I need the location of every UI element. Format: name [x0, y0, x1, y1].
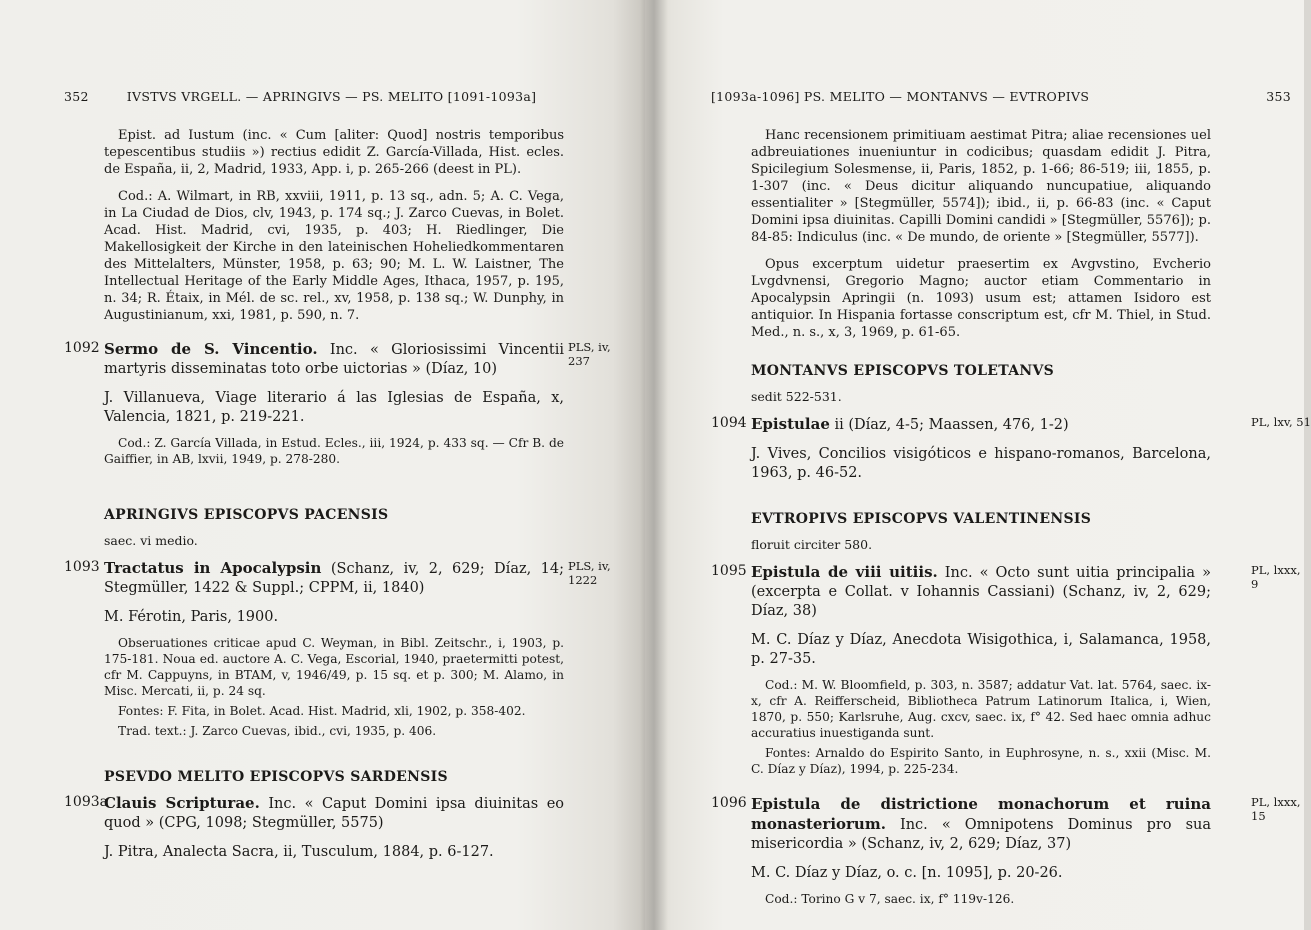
entry-title: Epistulae [751, 415, 830, 433]
section-heading-eutropius: EVTROPIVS EPISCOPVS VALENTINENSIS [751, 511, 1092, 527]
entry-1092 [64, 340, 624, 467]
excerpt-note: Opus excerptum uidetur praesertim ex Avgvstino, Evcherio Lvgdvnensi, Gregorio Magno; auctor etiam Commentario in Apocalypsin Apringii (n. 1093) usum est; attamen Isidoro est antiquior. In Hispania fortasse conscriptum est, cfr M. Thiel, in Stud. Med., n. s., x, 3, 1969, p. 61-65. [751, 257, 1211, 340]
left-top-block [64, 127, 624, 324]
section-heading-montanus: MONTANVS EPISCOPVS TOLETANVS [751, 363, 1055, 379]
left-running-head [64, 88, 624, 105]
edition-line: J. Villanueva, Viage literario á las Iglesias de España, x, Valencia, 1821, p. 219-221. [104, 390, 564, 425]
edition-line: M. Férotin, Paris, 1900. [104, 609, 279, 625]
entry-1096 [711, 795, 1301, 907]
entry-1094 [711, 415, 1311, 483]
epist-ad-iustum-note: Epist. ad Iustum (inc. « Cum [aliter: Quod] nostris temporibus tepescentibus studiis ») rectius edidit Z. García-Villada, Hist. ecles. de España, ii, 2, Madrid, 1933, App. i, p. 265-266 (deest in PL). [104, 128, 564, 177]
entry-title: Epistula de viii uitiis. [751, 563, 938, 581]
left-page-content [64, 88, 624, 874]
entry-heading [711, 415, 1211, 435]
entry-number: 1092 [64, 340, 100, 356]
edition-line: M. C. Díaz y Díaz, Anecdota Wisigothica, i, Salamanca, 1958, p. 27-35. [751, 632, 1211, 667]
section-date-montanus: sedit 522-531. [751, 389, 842, 404]
edition-line: J. Vives, Concilios visigóticos e hispano-romanos, Barcelona, 1963, p. 46-52. [751, 446, 1211, 481]
right-top-block [711, 127, 1291, 341]
cod-line: Cod.: Z. García Villada, in Estud. Ecles., iii, 1924, p. 433 sq. — Cfr B. de Gaiffier, in AB, lxvii, 1949, p. 278-280. [104, 436, 564, 466]
right-page-content [711, 88, 1311, 919]
right-page [645, 0, 1311, 930]
entry-heading [711, 795, 1211, 854]
entry-incipit: Inc. « Octo sunt uitia principalia » (excerpta e Collat. v Iohannis Cassiani) (Schanz, iv, 2, 629; Díaz, 38) [751, 565, 1211, 619]
section-heading-melito: PSEVDO MELITO EPISCOPVS SARDENSIS [104, 769, 448, 785]
right-running-title: [1093a-1096] PS. MELITO — MONTANVS — EVTROPIVS [711, 89, 1090, 104]
fontes-note: Fontes: F. Fita, in Bolet. Acad. Hist. Madrid, xli, 1902, p. 358-402. [118, 704, 526, 718]
side-reference: PLS, iv, 237 [568, 340, 611, 368]
entry-1093 [64, 559, 624, 739]
entry-number: 1094 [711, 415, 747, 431]
entry-incipit: (Schanz, iv, 2, 629; Díaz, 14; Stegmüller, 1422 & Suppl.; CPPM, ii, 1840) [104, 561, 564, 596]
left-running-title: IVSTVS VRGELL. — APRINGIVS — PS. MELITO [1091-1093a] [126, 89, 537, 104]
cod-line: Cod.: Torino G v 7, saec. ix, f° 119v-126. [765, 892, 1015, 906]
section-heading-apringius: APRINGIVS EPISCOPVS PACENSIS [104, 507, 389, 523]
entry-title: Tractatus in Apocalypsin [104, 559, 322, 577]
right-page-number: 353 [1266, 89, 1291, 104]
side-reference: PL, lxxx, 15 [1251, 795, 1301, 823]
fontes-note: Fontes: Arnaldo do Espirito Santo, in Euphrosyne, n. s., xxii (Misc. M. C. Díaz y Díaz), 1994, p. 225-234. [751, 746, 1211, 776]
left-page-number: 352 [64, 89, 89, 104]
trad-text-note: Trad. text.: J. Zarco Cuevas, ibid., cvi, 1935, p. 406. [118, 724, 437, 738]
left-page [0, 0, 645, 930]
entry-heading [64, 794, 564, 833]
entry-number: 1093a [64, 794, 108, 810]
entry-heading [711, 563, 1211, 621]
entry-title: Clauis Scripturae. [104, 794, 260, 812]
edition-line: M. C. Díaz y Díaz, o. c. [n. 1095], p. 20-26. [751, 865, 1063, 881]
section-date-apringius: saec. vi medio. [104, 533, 198, 548]
left-cod-note: Cod.: A. Wilmart, in RB, xxviii, 1911, p. 13 sq., adn. 5; A. C. Vega, in La Ciudad de Dios, clv, 1943, p. 174 sq.; J. Zarco Cuevas, in Bolet. Acad. Hist. Madrid, cvi, 1935, p. 403; H. Riedlinger, Die Makellosigkeit der Kirche in den lateinischen Hoheliedkommentaren des Mittelalters, Münster, 1958, p. 63; 90; M. L. W. Laistner, The Intellectual Heritage of the Early Middle Ages, Ithaca, 1957, p. 195, n. 34; R. Étaix, in Mél. de sc. rel., xv, 1958, p. 138 sq.; W. Dunphy, in Augustinianum, xxi, 1981, p. 590, n. 7. [104, 189, 564, 323]
entry-number: 1093 [64, 559, 100, 575]
entry-incipit: Inc. « Omnipotens Dominus pro sua misericordia » (Schanz, iv, 2, 629; Díaz, 37) [751, 817, 1211, 852]
edition-line: J. Pitra, Analecta Sacra, ii, Tusculum, 1884, p. 6-127. [104, 844, 494, 860]
right-running-head [711, 88, 1291, 105]
entry-number: 1096 [711, 795, 747, 811]
entry-heading [64, 559, 564, 598]
side-reference: PLS, iv, 1222 [568, 559, 611, 587]
entry-number: 1095 [711, 563, 747, 579]
side-reference: PL, lxv, 51 [1251, 415, 1311, 429]
recension-note: Hanc recensionem primitiuam aestimat Pitra; aliae recensiones uel adbreuiationes inueniuntur in codicibus; quasdam edidit J. Pitra, Spicilegium Solesmense, ii, Paris, 1852, p. 1-66; 86-519; iii, 1855, p. 1-307 (inc. « Deus dicitur aliquando nuncupatiue, aliquando essentialiter » [Stegmüller, 5574]); ibid., ii, p. 66-83 (inc. « Caput Domini ipsa diuinitas. Capilli Domini candidi » [Stegmüller, 5576]); p. 84-85: Indiculus (inc. « De mundo, de oriente » [Stegmüller, 5577]). [751, 128, 1211, 245]
entry-incipit: ii (Díaz, 4-5; Maassen, 476, 1-2) [829, 417, 1069, 433]
cod-line: Cod.: M. W. Bloomfield, p. 303, n. 3587; addatur Vat. lat. 5764, saec. ix-x, cfr A. Reifferscheid, Bibliotheca Patrum Latinorum Italica, i, Wien, 1870, p. 550; Karlsruhe, Aug. cxcv, saec. ix, f° 42. Sed haec omnia adhuc accuratius inuestiganda sunt. [751, 678, 1211, 740]
section-date-eutropius: floruit circiter 580. [751, 537, 873, 552]
entry-title: Epistula de districtione monachorum et ruina monasteriorum. [751, 795, 1211, 833]
entry-1093a [64, 794, 624, 862]
side-reference: PL, lxxx, 9 [1251, 563, 1301, 591]
entry-title: Sermo de S. Vincentio. [104, 340, 318, 358]
entry-incipit: Inc. « Gloriosissimi Vincentii martyris disseminatas toto orbe uictorias » (Díaz, 10) [104, 342, 564, 377]
entry-heading [64, 340, 564, 379]
entry-1095 [711, 563, 1301, 777]
entry-incipit: Inc. « Caput Domini ipsa diuinitas eo quod » (CPG, 1098; Stegmüller, 5575) [104, 796, 565, 831]
observations-note: Obseruationes criticae apud C. Weyman, in Bibl. Zeitschr., i, 1903, p. 175-181. Noua ed. auctore A. C. Vega, Escorial, 1940, praetermitti potest, cfr M. Cappuyns, in BTAM, v, 1946/49, p. 15 sq. et p. 300; M. Alamo, in Misc. Mercati, ii, p. 24 sq. [104, 636, 564, 698]
